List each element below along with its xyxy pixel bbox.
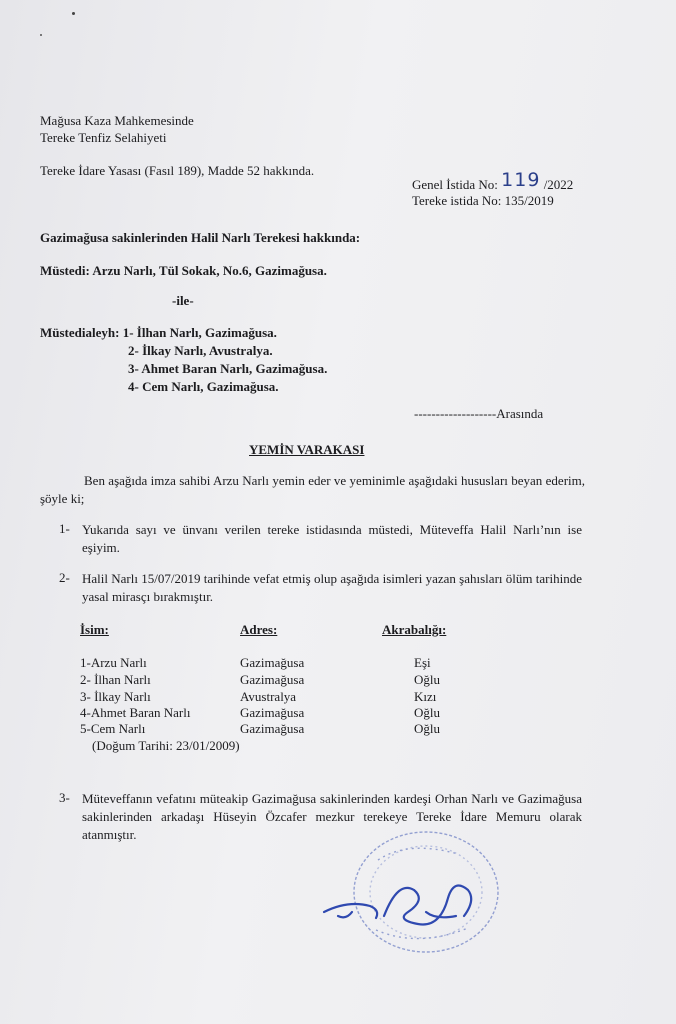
table-cell-address: Gazimağusa: [240, 721, 305, 736]
birth-date-note: (Doğum Tarihi: 23/01/2009): [92, 738, 240, 753]
document-title: YEMİN VARAKASI: [249, 442, 365, 457]
table-header-relation: Akrabalığı:: [382, 622, 447, 637]
arasinda-line: -------------------Arasında: [414, 406, 544, 421]
table-header-name: İsim:: [80, 622, 109, 637]
petitioner-line: Müstedi: Arzu Narlı, Tül Sokak, No.6, Gazimağusa.: [40, 263, 327, 278]
table-cell-relation: Oğlu: [414, 672, 440, 687]
item-text: Yukarıda sayı ve ünvanı verilen tereke istidasında müstedi, Müteveffa Halil Narlı’nın ise eşiyim.: [82, 522, 582, 555]
ile-separator: -ile-: [172, 293, 194, 308]
item-number: 1-: [59, 521, 70, 536]
respondent-label: Müstedialeyh: 1- İlhan Narlı, Gazimağusa.: [40, 325, 277, 340]
genel-istida-year: /2022: [543, 177, 574, 192]
genel-istida-label: Genel İstida No:: [412, 177, 498, 192]
subject-line: Gazimağusa sakinlerinden Halil Narlı Terekesi hakkında:: [40, 230, 361, 245]
intro-paragraph: Ben aşağıda imza sahibi Arzu Narlı yemin eder ve yeminimle aşağıdaki hususları beyan ederim, şöyle ki;: [40, 473, 585, 506]
item-number: 2-: [59, 570, 70, 585]
law-reference: Tereke İdare Yasası (Fasıl 189), Madde 52 hakkında.: [40, 163, 315, 178]
table-cell-relation: Oğlu: [414, 705, 440, 720]
respondent-item: 2- İlkay Narlı, Avustralya.: [128, 343, 273, 358]
official-seal-with-signature: [318, 820, 518, 960]
respondent-item: 3- Ahmet Baran Narlı, Gazimağusa.: [128, 361, 328, 376]
table-cell-relation: Oğlu: [414, 721, 440, 736]
table-cell-address: Gazimağusa: [240, 655, 305, 670]
table-cell-address: Gazimağusa: [240, 705, 305, 720]
table-cell-name: 1-Arzu Narlı: [80, 655, 147, 670]
court-name: Mağusa Kaza Mahkemesinde: [40, 113, 194, 128]
table-cell-name: 2- İlhan Narlı: [80, 672, 151, 687]
table-cell-name: 3- İlkay Narlı: [80, 689, 151, 704]
tereke-istida-number: Tereke istida No: 135/2019: [412, 193, 554, 208]
table-header-address: Adres:: [240, 622, 278, 637]
paper-speck: [40, 34, 42, 36]
genel-istida-line: [412, 169, 574, 194]
genel-istida-number: 119: [501, 169, 541, 191]
item-number: 3-: [59, 790, 70, 805]
item-text: Müteveffanın vefatını müteakip Gazimağusa sakinlerinden kardeşi Orhan Narlı ve Gazimağusa sakinlerinden arkadaşı Hüseyin Özcafer mezkur terekeye Tereke İdare Memuru olarak atanmıştır.: [82, 791, 582, 842]
table-cell-relation: Eşi: [414, 655, 431, 670]
table-cell-name: 4-Ahmet Baran Narlı: [80, 705, 191, 720]
table-cell-address: Gazimağusa: [240, 672, 305, 687]
item-text: Halil Narlı 15/07/2019 tarihinde vefat etmiş olup aşağıda isimleri yazan şahısları ölüm tarihinde yasal mirasçı bırakmıştır.: [82, 571, 582, 604]
table-cell-address: Avustralya: [240, 689, 297, 704]
table-cell-relation: Kızı: [414, 689, 437, 704]
respondent-item: 4- Cem Narlı, Gazimağusa.: [128, 379, 279, 394]
court-jurisdiction: Tereke Tenfiz Selahiyeti: [40, 130, 167, 145]
table-cell-name: 5-Cem Narlı: [80, 721, 146, 736]
paper-speck: [72, 12, 75, 15]
